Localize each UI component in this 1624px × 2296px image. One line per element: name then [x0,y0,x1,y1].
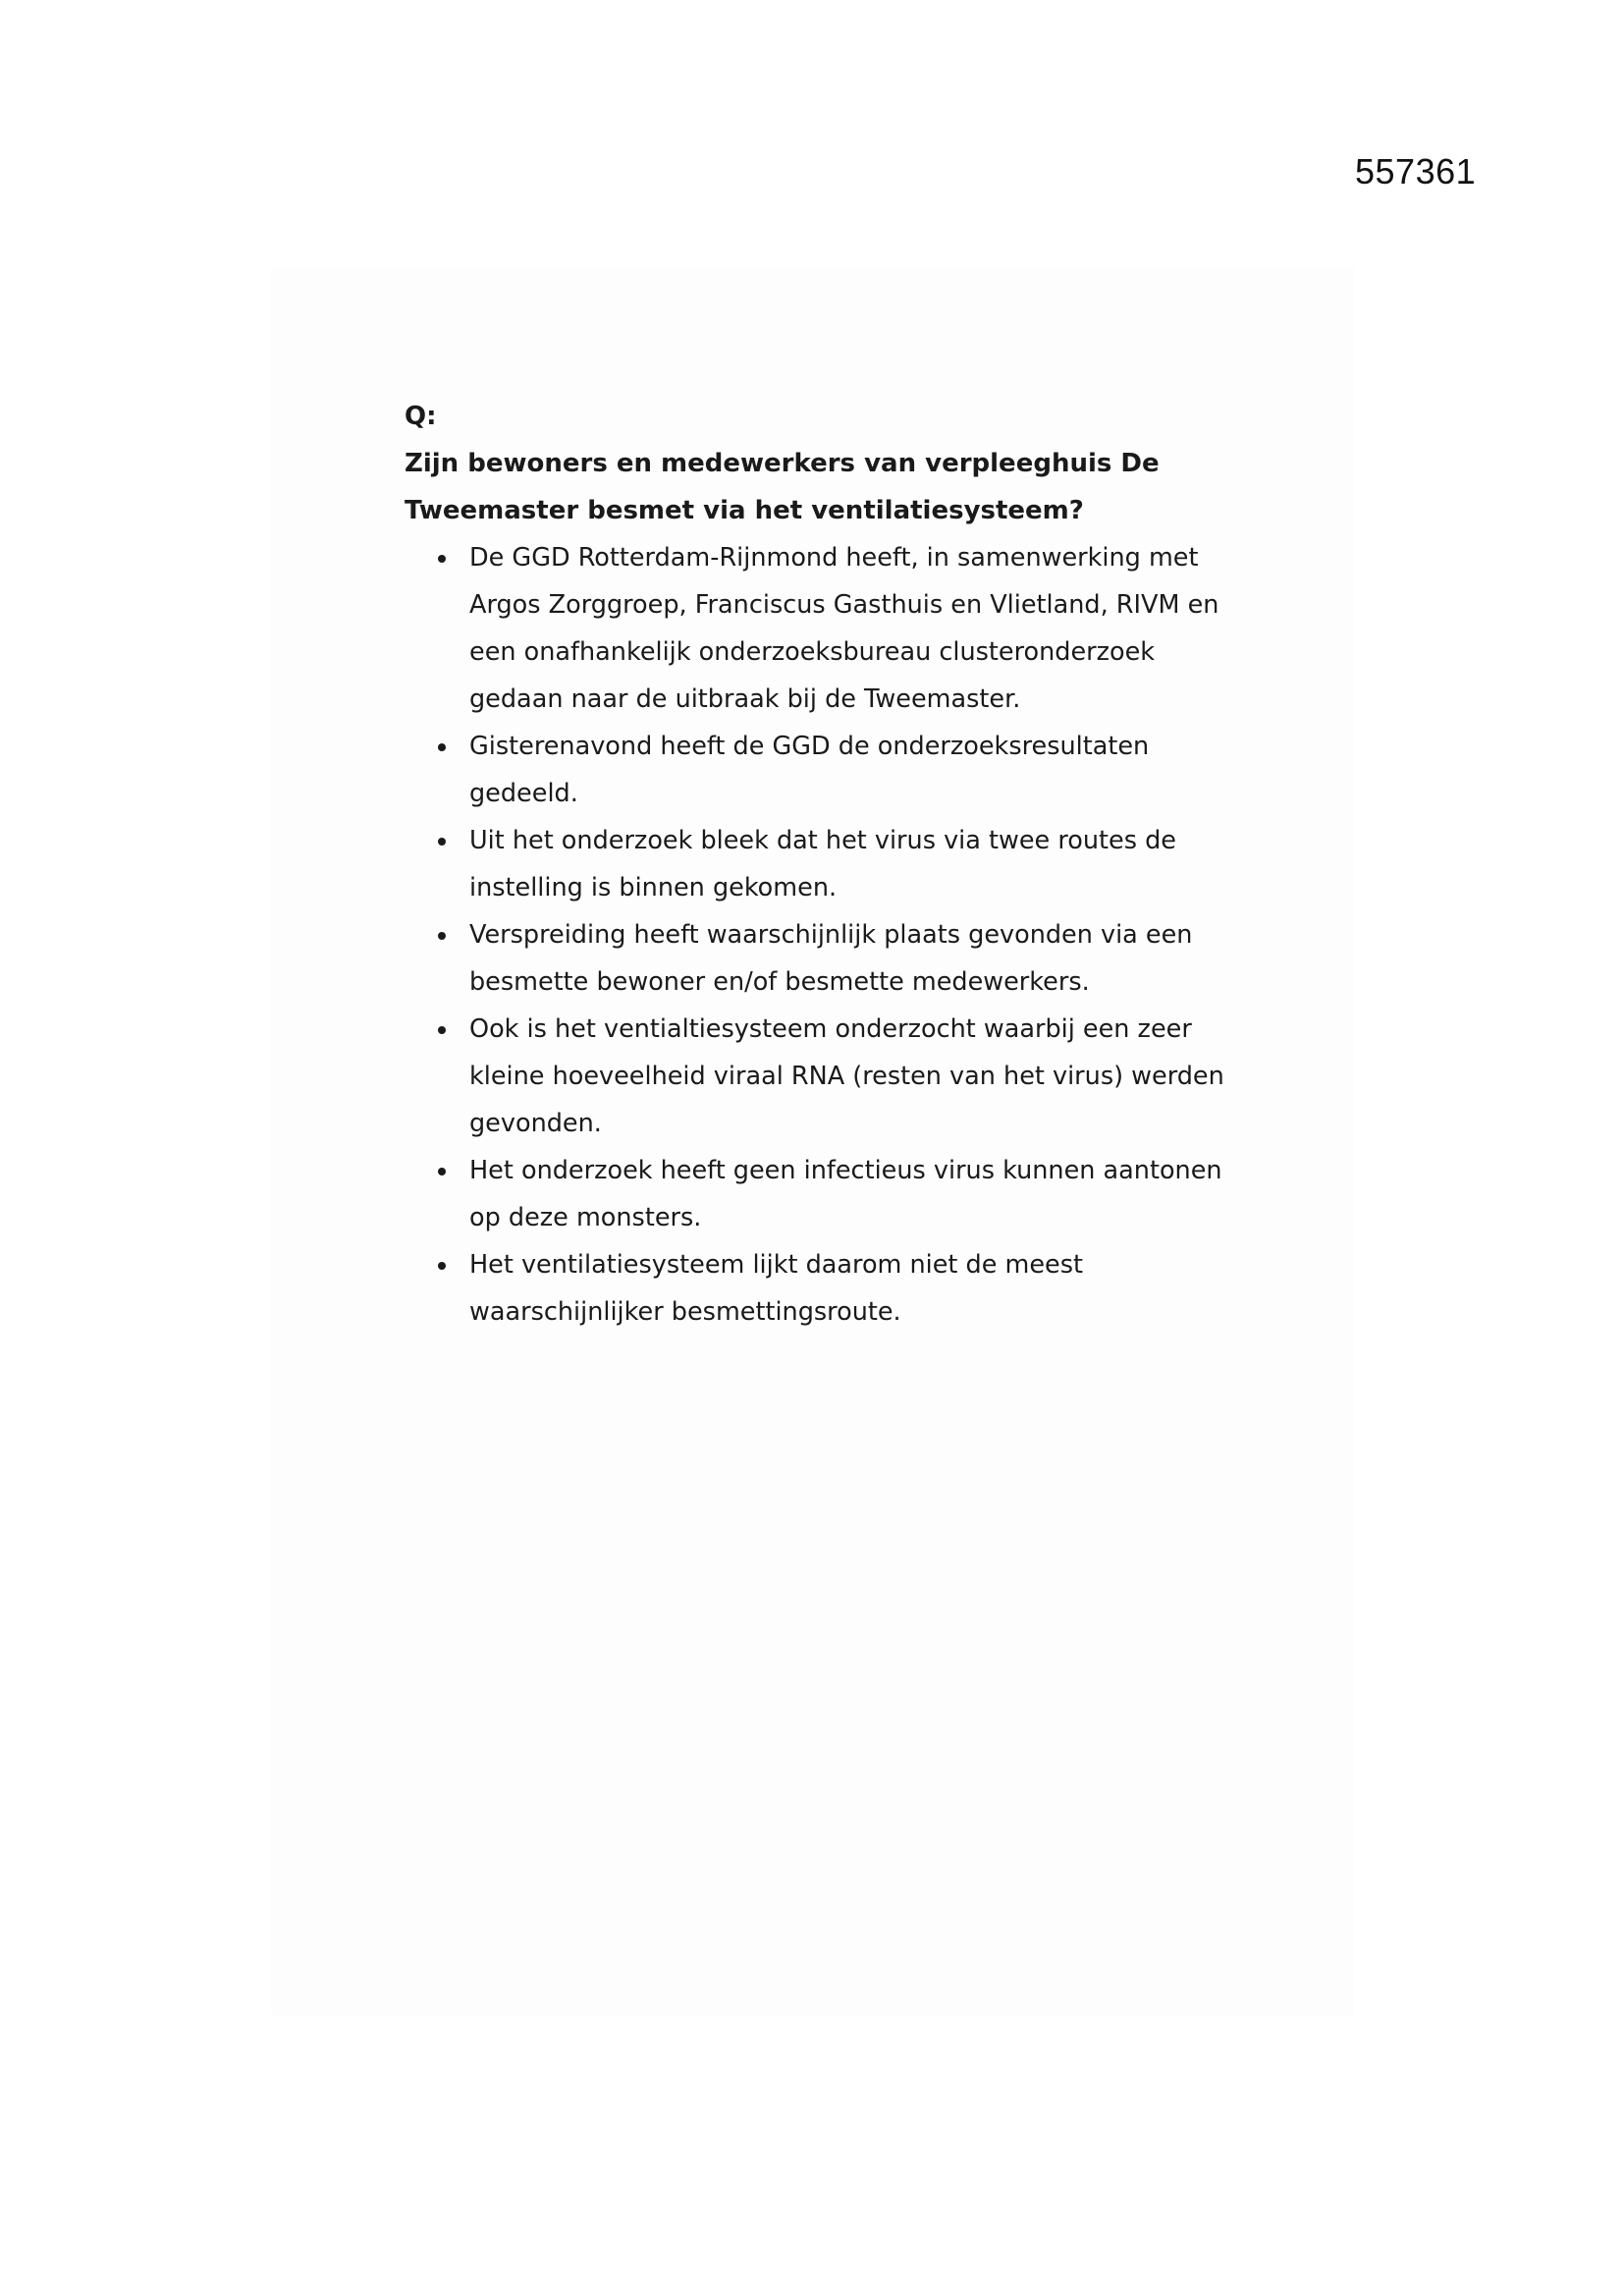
bullet-item [405,723,1249,817]
bullet-icon [438,838,446,846]
bullet-icon [438,1168,446,1175]
bullet-item [405,817,1249,911]
answer-bullet-list [405,534,1249,1336]
bullet-text: Het onderzoek heeft geen infectieus virus kunnen aantonen op deze monsters. [469,1156,1222,1232]
bullet-icon [438,743,446,751]
bullet-item [405,534,1249,723]
bullet-item [405,911,1249,1006]
document-number: 557361 [1355,151,1477,191]
bullet-icon [438,932,446,940]
bullet-text: Gisterenavond heeft de GGD de onderzoeksresultaten gedeeld. [469,732,1150,808]
bullet-text: Uit het onderzoek bleek dat het virus via twee routes de instelling is binnen gekomen. [469,826,1176,902]
bullet-icon [438,555,446,563]
bullet-text: Verspreiding heeft waarschijnlijk plaats gevonden via een besmette bewoner en/of besmette medewerkers. [469,920,1193,997]
document-content [405,393,1249,1336]
bullet-text: Ook is het ventialtiesysteem onderzocht waarbij een zeer kleine hoeveelheid viraal RNA (resten van het virus) werden gevonden. [469,1014,1224,1138]
bullet-icon [438,1262,446,1270]
bullet-text: De GGD Rotterdam-Rijnmond heeft, in samenwerking met Argos Zorggroep, Franciscus Gasthuis en Vlietland, RIVM en een onafhankelijk onderzoeksbureau clusteronderzoek gedaan naar de uitbraak bij de Tweemaster. [469,543,1219,714]
q-label: Q: [405,402,437,431]
bullet-item [405,1006,1249,1147]
bullet-text: Het ventilatiesysteem lijkt daarom niet de meest waarschijnlijker besmettingsroute. [469,1250,1084,1327]
bullet-item [405,1147,1249,1241]
bullet-icon [438,1026,446,1034]
bullet-item [405,1241,1249,1336]
question-heading: Zijn bewoners en medewerkers van verpleeghuis De Tweemaster besmet via het ventilatiesysteem? [405,449,1160,525]
